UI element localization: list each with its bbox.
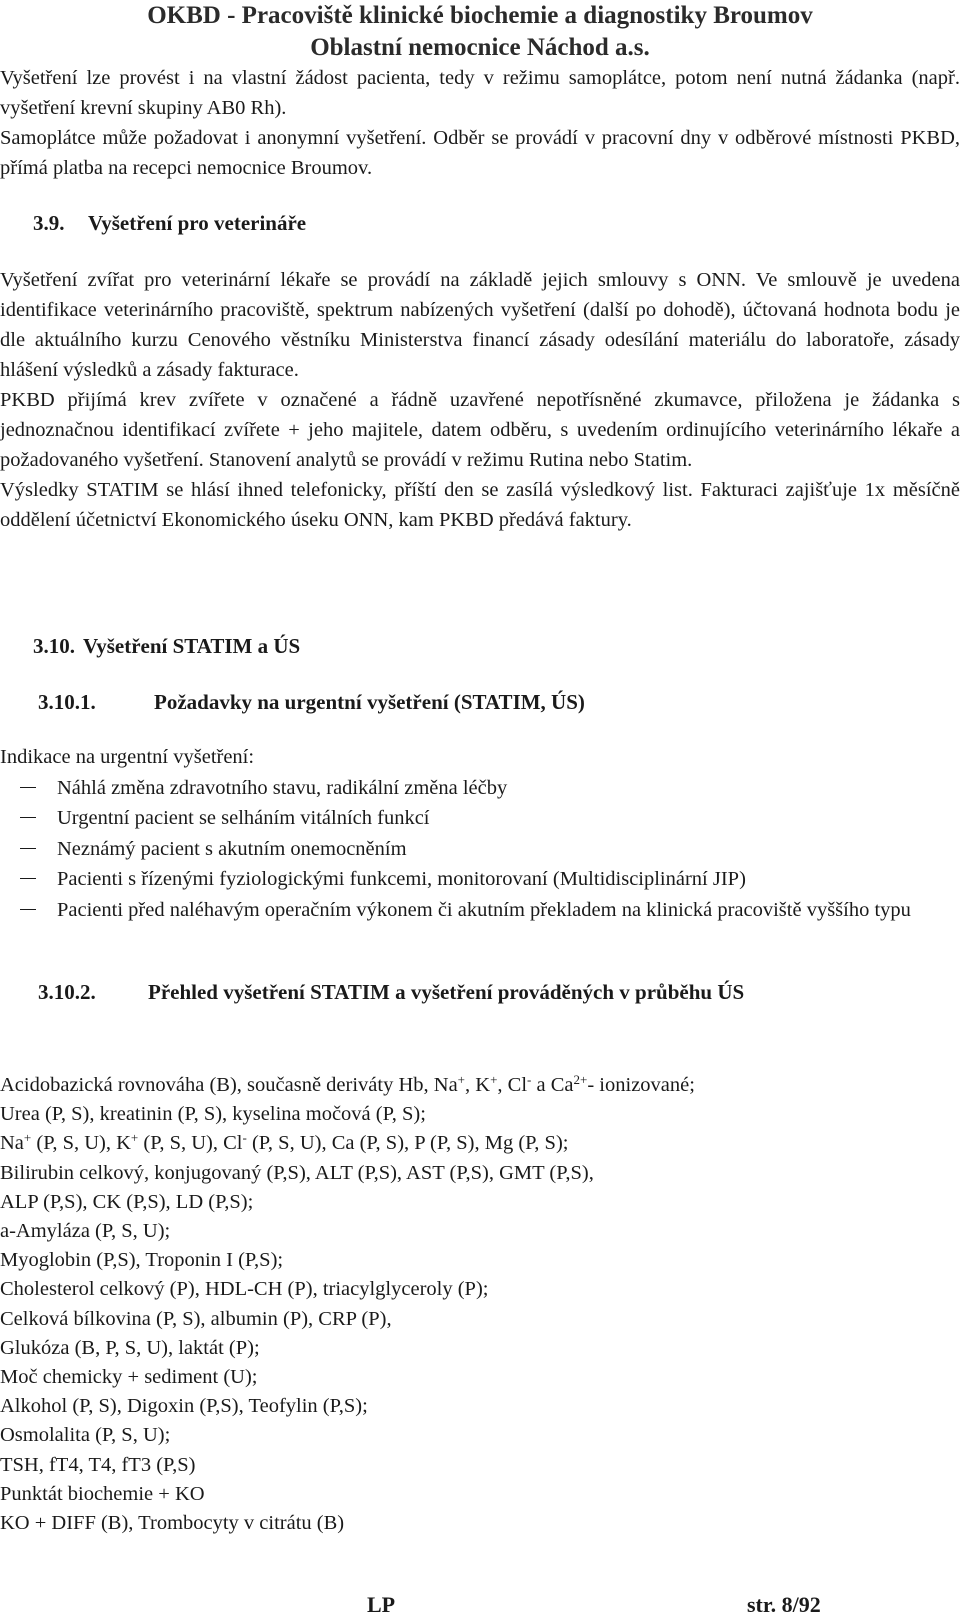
section-title: Požadavky na urgentní vyšetření (STATIM, ÚS) bbox=[154, 690, 585, 714]
section-heading-3-9 bbox=[33, 211, 306, 236]
analysis-line: Cholesterol celkový (P), HDL-CH (P), triacylglyceroly (P); bbox=[0, 1278, 489, 1301]
section-heading-3-10-2 bbox=[38, 980, 744, 1005]
analysis-line: ALP (P,S), CK (P,S), LD (P,S); bbox=[0, 1190, 254, 1213]
intro-paragraph-2: Samoplátce může požadovat i anonymní vyšetření. Odběr se provádí v pracovní dny v odběrové místnosti PKBD, přímá platba na recepci nemocnice Broumov. bbox=[0, 127, 960, 179]
analysis-line: KO + DIFF (B), Trombocyty v citrátu (B) bbox=[0, 1512, 345, 1535]
analysis-line: Myoglobin (P,S), Troponin I (P,S); bbox=[0, 1249, 284, 1272]
intro-block bbox=[0, 63, 960, 183]
analysis-line: a-Amyláza (P, S, U); bbox=[0, 1220, 171, 1243]
analysis-line: Acidobazická rovnováha (B), současně deriváty Hb, Na+, K+, Cl- a $Ca^{2+}-$ ionizované; bbox=[0, 1072, 695, 1096]
urgent-indications bbox=[0, 742, 960, 925]
section-number: 3.10.1. bbox=[38, 690, 96, 714]
dash-bullet-icon bbox=[20, 909, 36, 910]
dash-bullet-icon bbox=[20, 787, 36, 788]
section-heading-3-10 bbox=[33, 634, 300, 659]
dash-bullet-icon bbox=[20, 878, 36, 879]
analysis-line: Celková bílkovina (P, S), albumin (P), CRP (P), bbox=[0, 1307, 392, 1330]
list-item: Pacienti s řízenými fyziologickými funkcemi, monitorovaní (Multidisciplinární JIP) bbox=[0, 864, 960, 895]
analysis-line: Moč chemicky + sediment (U); bbox=[0, 1366, 258, 1389]
intro-paragraph-1: Vyšetření lze provést i na vlastní žádost pacienta, tedy v režimu samoplátce, potom není nutná žádanka (např. vyšetření krevní skupiny AB0 Rh). bbox=[0, 67, 960, 119]
indications-intro: Indikace na urgentní vyšetření: bbox=[0, 746, 255, 768]
section-number: 3.9. bbox=[33, 211, 65, 235]
analysis-line: Punktát biochemie + KO bbox=[0, 1482, 205, 1505]
analysis-line: Bilirubin celkový, konjugovaný (P,S), ALT (P,S), AST (P,S), GMT (P,S), bbox=[0, 1161, 594, 1184]
section-number: 3.10. bbox=[33, 634, 75, 658]
section-title: Vyšetření pro veterináře bbox=[88, 211, 307, 235]
analysis-line: Urea (P, S), kreatinin (P, S), kyselina močová (P, S); bbox=[0, 1103, 426, 1126]
page-header bbox=[0, 0, 960, 64]
dash-bullet-icon bbox=[20, 848, 36, 849]
list-item: Náhlá změna zdravotního stavu, radikální změna léčby bbox=[0, 773, 960, 804]
analysis-line: TSH, fT4, T4, fT3 (P,S) bbox=[0, 1453, 196, 1476]
footer-page-number: str. 8/92 bbox=[747, 1592, 821, 1617]
statim-analyses-list bbox=[0, 1071, 960, 1538]
header-title: OKBD - Pracoviště klinické biochemie a diagnostiky Broumov bbox=[147, 2, 813, 29]
header-subtitle: Oblastní nemocnice Náchod a.s. bbox=[310, 34, 650, 61]
footer-left-label: LP bbox=[367, 1592, 396, 1617]
section-title: Vyšetření STATIM a ÚS bbox=[83, 634, 301, 658]
list-item: Neznámý pacient s akutním onemocněním bbox=[0, 834, 960, 865]
dash-bullet-icon bbox=[20, 817, 36, 818]
analysis-line: Glukóza (B, P, S, U), laktát (P); bbox=[0, 1336, 260, 1359]
list-item: Pacienti před naléhavým operačním výkonem či akutním překladem na klinická pracoviště vyššího typu bbox=[0, 895, 960, 926]
section-number: 3.10.2. bbox=[38, 980, 96, 1004]
veterinary-block bbox=[0, 265, 960, 535]
analysis-line: Alkohol (P, S), Digoxin (P,S), Teofylin (P,S); bbox=[0, 1395, 368, 1418]
veterinary-paragraph-2: PKBD přijímá krev zvířete v označené a řádně uzavřené nepotřísněné zkumavce, přiložena je žádanka s jednoznačnou identifikací zvířete + jeho majitele, datem odběru, s uvedením ordinujícího veterinárního lékaře a požadovaného vyšetření. Stanovení analytů se provádí v režimu Rutina nebo Statim. bbox=[0, 389, 960, 471]
analysis-line: Osmolalita (P, S, U); bbox=[0, 1424, 171, 1447]
section-heading-3-10-1 bbox=[38, 690, 585, 715]
list-item: Urgentní pacient se selháním vitálních funkcí bbox=[0, 803, 960, 834]
section-title: Přehled vyšetření STATIM a vyšetření prováděných v průběhu ÚS bbox=[148, 980, 745, 1004]
veterinary-paragraph-3: Výsledky STATIM se hlásí ihned telefonicky, příští den se zasílá výsledkový list. Fakturaci zajišťuje 1x měsíčně oddělení účetnictví Ekonomického úseku ONN, kam PKBD předává faktury. bbox=[0, 479, 960, 531]
veterinary-paragraph-1: Vyšetření zvířat pro veterinární lékaře se provádí na základě jejich smlouvy s ONN. Ve smlouvě je uvedena identifikace veterinárního pracoviště, spektrum nabízených vyšetření (další po dohodě), účtovaná hodnota bodu je dle aktuálního kurzu Cenového věstníku Ministerstva financí zásady odesílání materiálu do laboratoře, zásady hlášení výsledků a zásady fakturace. bbox=[0, 269, 960, 381]
analysis-line: Na+ (P, S, U), K+ (P, S, U), Cl- (P, S, U), Ca (P, S), P (P, S), Mg (P, S); bbox=[0, 1130, 569, 1155]
